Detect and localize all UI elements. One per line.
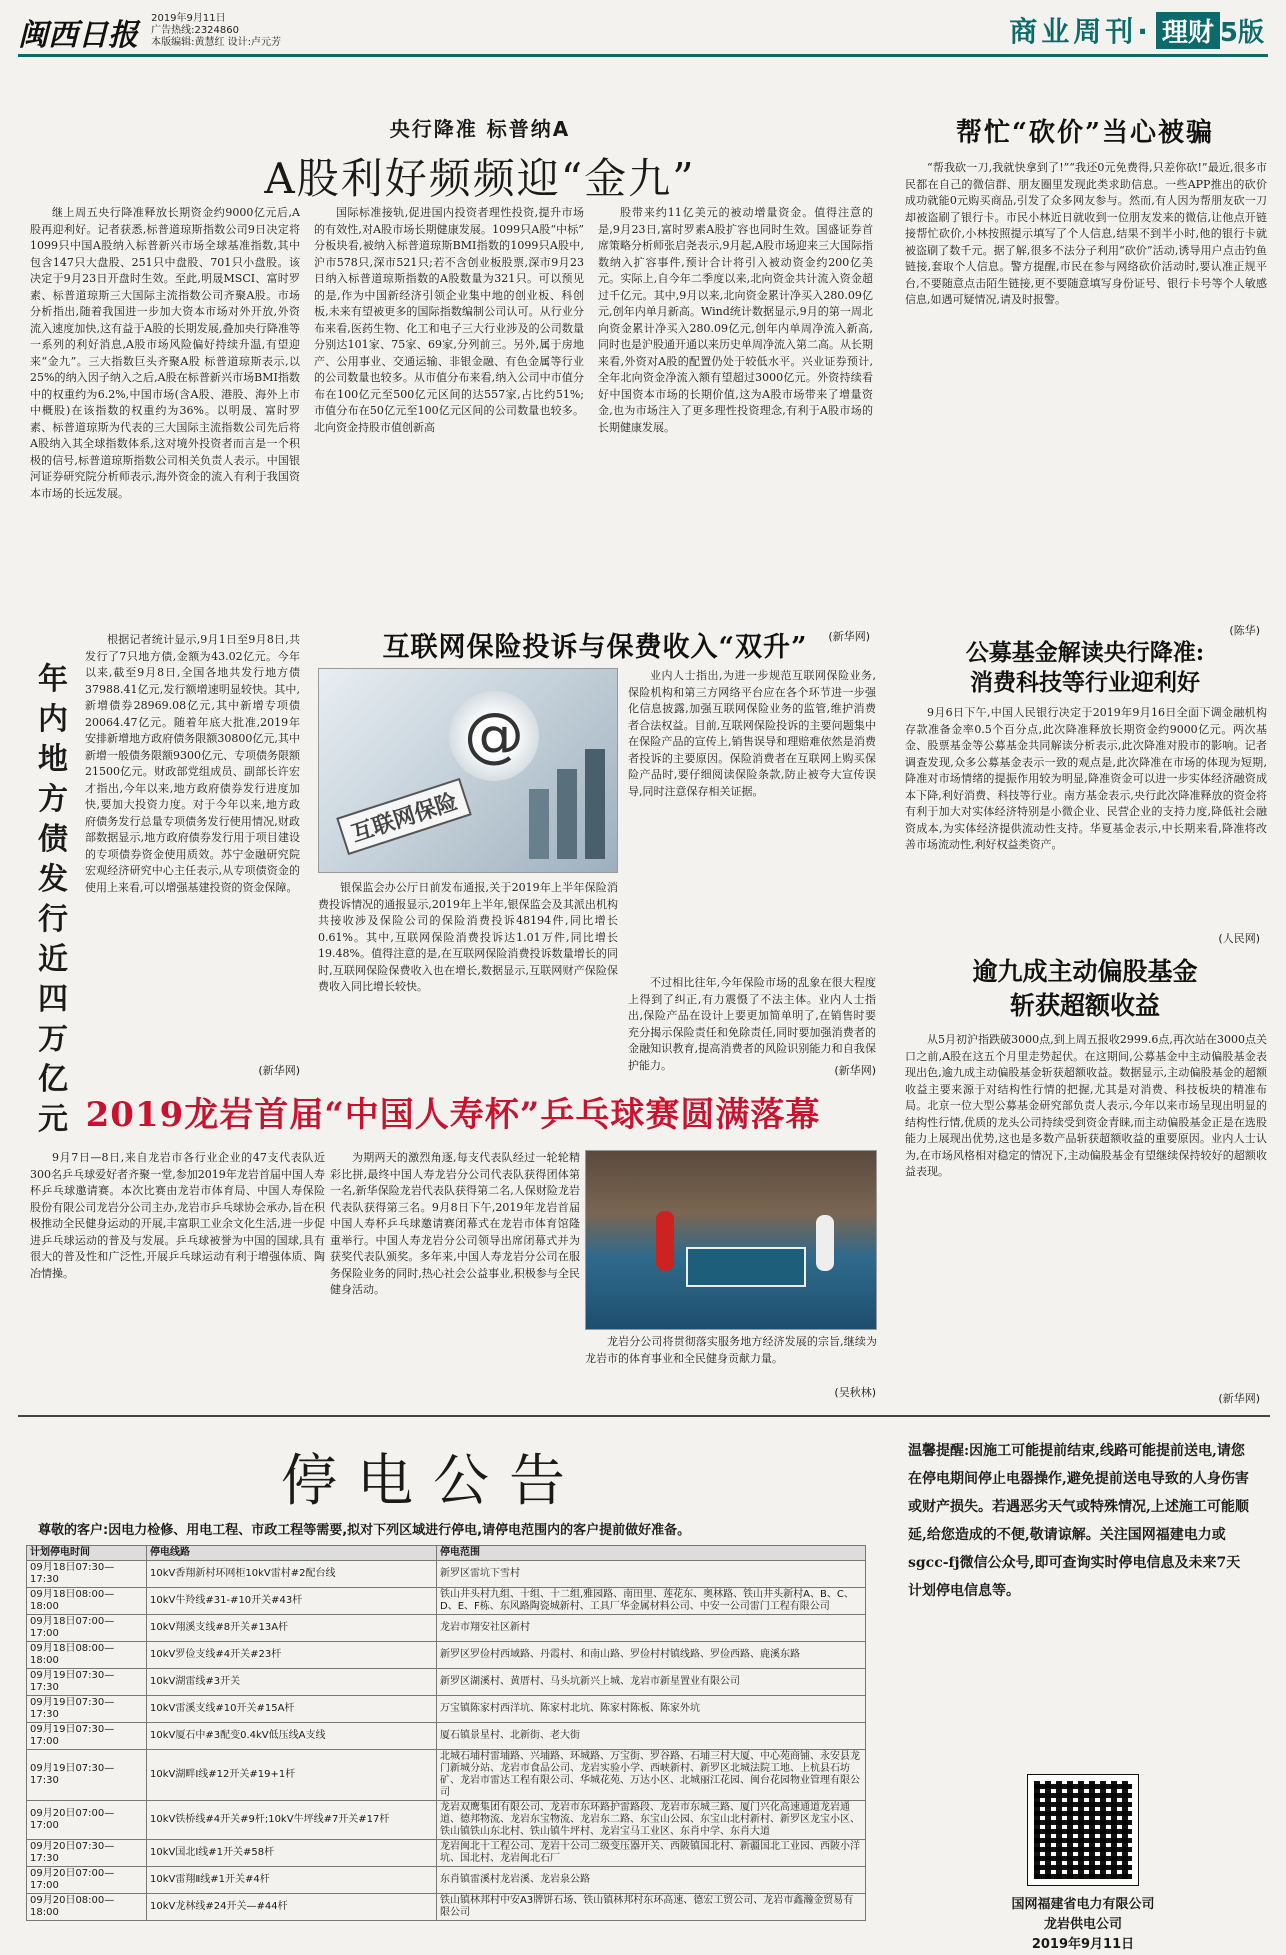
fraud-article: [905, 160, 1267, 620]
outage-line-cell: 10kV香翔新村环网柜10kV雷村#2配台线: [147, 1561, 437, 1588]
table-row: [27, 1750, 866, 1801]
pingpong-headline: 2019龙岩首届“中国人寿杯”乒乓球赛圆满落幕: [85, 1095, 821, 1135]
table-row: [27, 1642, 866, 1669]
main-article-col3: [598, 205, 873, 627]
outage-time-cell: 09月20日07:00—17:00: [27, 1867, 147, 1894]
paper-logo: 闽西日报: [18, 18, 138, 53]
chart-bar-icon: [557, 769, 577, 859]
outage-area-cell: 龙岩闽北十工程公司、龙岩十公司二级变压器开关、西陂镇国北村、新疆国北工业园、西陂小洋坑、国北村、龙岩闽北石厂: [437, 1840, 866, 1867]
ad-hotline: 广告热线:2324860: [151, 25, 239, 36]
outage-line-cell: 10kV雷溪支线#10开关#15A杆: [147, 1696, 437, 1723]
outage-time-cell: 09月19日07:30—17:00: [27, 1723, 147, 1750]
main-col1-text: 继上周五央行降准释放长期资金约9000亿元后,A股再迎利好。记者获悉,标普道琼斯指数公司9日决定将1099只中国A股纳入标普新兴市场全球基准指数,其中包含147只大盘股、251只中盘股、701只小盘股。该决定于9月23日开盘时生效。至此,明晟MSCI、富时罗素、标普道琼斯三大国际主流指数公司齐聚A股。市场分析指出,随着我国进一步加大资本市场对外开放,外资流入速度加快,这有益于A股的长期发展,叠加央行降准等一系列的利好消息,A股市场风险偏好持续升温,有望迎来“金九”。三大指数巨头齐聚A股 标普道琼斯表示,以25%的纳入因子纳入之后,A股在标普新兴市场BMI指数中的权重约为6.2%,中国市场(含A股、港股、海外上市中概股)在该指数的权重约为36%。以明晟、富时罗素、标普道琼斯为代表的三大国际主流指数公司先后将A股纳入其全球指数体系,这对境外投资者而言是一个积极的信号,标普道琼斯指数公司相关负责人表示。中国银河证券研究院分析师表示,海外资金的流入有利于我国资本市场的长远发展。: [30, 206, 300, 500]
power-outage-notice: [18, 1415, 1270, 1952]
section-banner: [764, 10, 1264, 48]
outage-area-cell: 龙岩双鹰集团有限公司、龙岩市东环路护雷路段、龙岩市东城三路、厦门兴化高速通道龙岩通道、德邦物流、龙岩东宝物流、龙岩东二路、东宝山公园、东宝山北村新村、新罗区龙宝小区、铁山镇铁山东北村、铁山镇牛坪村、龙岩宝马工业区、东肖中学、东肖大道: [437, 1801, 866, 1840]
outage-area-cell: 铁山井头村九组、十组、十二组,雅园路、南田里、莲花东、奥林路、铁山井头新村A、B、C、D、E、F栋、东风路陶瓷城新村、工具厂华金属材料公司、中安一公司雷门工程有限公司: [437, 1588, 866, 1615]
insurance-photo: [318, 668, 618, 873]
col-header-time: 计划停电时间: [27, 1546, 147, 1561]
header-rule: [18, 54, 1268, 57]
outage-time-cell: 09月18日07:30—17:30: [27, 1561, 147, 1588]
notice-title: 停电公告: [281, 1449, 585, 1514]
outage-area-cell: 厦石镇景星村、北新街、老大街: [437, 1723, 866, 1750]
main-kicker: 央行降准 标普纳A: [389, 117, 571, 141]
debt-article: [85, 632, 300, 1062]
outage-line-cell: 10kV湖雷线#3开关: [147, 1669, 437, 1696]
outage-line-cell: 10kV铁桥线#4开关#9杆;10kV牛坪线#7开关#17杆: [147, 1801, 437, 1840]
outage-line-cell: 10kV罗俭支线#4开关#23杆: [147, 1642, 437, 1669]
main-col2-text: 国际标准接轨,促进国内投资者理性投资,提升市场的有效性,对A股市场长期健康发展。1099只A股“中标” 分板块看,被纳入标普道琼斯BMI指数的1099只A股中,沪市578只,深市521只;若不含创业板股票,深市9月23日纳入标普道琼斯指数的A股数量为321只。可以预见的是,作为中国新经济引领企业集中地的创业板、科创板,未来有望被更多的国际指数编制公司认可。从行业分布来看,医药生物、化工和电子三大行业涉及的公司数量分别达101家、75家、69家,分列前三。另外,属于房地产、公用事业、交通运输、非银金融、有色金属等行业的公司数量也较多。从市值分布来看,纳入公司中市值分布在100亿元至500亿元区间的达557家,占比约51%;市值分布在50亿元至100亿元区间的公司数量也较多。北向资金持股市值创新高: [314, 206, 584, 434]
debt-byline: (新华网): [258, 1064, 300, 1077]
table-row: [27, 1615, 866, 1642]
outage-time-cell: 09月20日07:30—17:30: [27, 1840, 147, 1867]
pingpong-headline-box: [18, 1085, 888, 1145]
masthead-meta: [151, 10, 281, 49]
outage-area-cell: 新罗区雷坑下雪村: [437, 1561, 866, 1588]
table-row: [27, 1801, 866, 1840]
fraud-byline: (陈华): [1229, 624, 1260, 637]
table-row: [27, 1588, 866, 1615]
outage-time-cell: 09月18日07:00—17:00: [27, 1615, 147, 1642]
table-row: [27, 1669, 866, 1696]
fund1-byline: (人民网): [1218, 932, 1260, 945]
fund1-article: [905, 705, 1267, 930]
debt-text: 根据记者统计显示,9月1日至9月8日,共发行了7只地方债,金额为43.02亿元。今年以来,截至9月8日,全国各地共发行地方债37988.41亿元,发行额增速明显较快。其中,新增债券28969.08亿元,其中新增专项债20064.47亿元。随着年底大批准,2019年安排新增地方政府债务限额30800亿元,其中新增一般债务限额9300亿元、专项债务限额21500亿元。财政部党组成员、副部长许宏才指出,今年以来,地方政府债券发行进度加快,要加大投资力度。对于今年以来,地方政府债务发行总量专项债务发行使用情况,财政部数据显示,地方政府债券发行用于项目建设的专项债券资金使用质效。苏宁金融研究院宏观经济研究中心主任表示,从专项债资金的使用上来看,可以增强基建投资的资金保障。: [85, 633, 300, 894]
pingpong-byline: (吴秋林): [834, 1386, 876, 1399]
outage-area-cell: 北城石埔村雷埔路、兴埔路、环城路、万宝街、罗谷路、石埔三村大厦、中心苑商铺、永安县龙门新城分站、龙岩市食品公司、龙岩实验小学、西峡新村、新罗区北城法院工地、上杭县石坊矿、龙岩市雷达工程有限公司、华城花苑、万达小区、北城丽江花园、闽台花园物业管理有限公司: [437, 1750, 866, 1801]
fund2-text: 从5月初沪指跌破3000点,到上周五报收2999.6点,再次站在3000点关口之前,A股在这五个月里走势起伏。在这期间,公募基金中主动偏股基金表现出色,逾九成主动偏股基金斩获超额收益。数据显示,主动偏股基金的超额收益主要来源于对结构性行情的把握,尤其是对消费、科技板块的精准布局。北京一位大型公募基金研究部负责人表示,今年以来市场呈现出明显的结构性行情,优质的龙头公司持续受到资金青睐,而主动偏股基金正是在选股能力上展现出优势,这也是多数产品斩获超额收益的重要原因。业内人士认为,在市场风格相对稳定的情况下,主动偏股基金有望继续保持较好的超额收益表现。: [905, 1033, 1267, 1178]
main-col3-text: 股带来约11亿美元的被动增量资金。值得注意的是,9月23日,富时罗素A股扩容也同时生效。国盛证券首席策略分析师张启尧表示,9月起,A股市场迎来三大国际指数纳入扩容事件,预计合计将引入被动资金约200亿美元。实际上,自今年二季度以来,北向资金共计流入资金超过千亿元。其中,9月以来,北向资金累计净买入280.09亿元,创年内单月新高。Wind统计数据显示,9月的第一周北向资金累计净买入280.09亿元,创年内单周净流入新高,同时也是沪股通开通以来历史单周净流入第二高。从长期来看,外资对A股的配置仍处于较低水平。兴业证券预计,全年北向资金净流入额有望超过3000亿元。外资持续看好中国资本市场的长期价值,这为A股市场带来了增量资金,也为市场注入了更多理性投资理念,有利于A股市场的长期健康发展。: [598, 206, 873, 434]
photo-caption-text: 互联网保险: [336, 778, 472, 855]
player-icon: [816, 1215, 834, 1271]
fund2-title-line1: 逾九成主动偏股基金: [972, 957, 1198, 986]
notice-org: [913, 1895, 1253, 1955]
fund1-title-line1: 公募基金解读央行降准:: [965, 639, 1205, 666]
outage-line-cell: 10kV牛羚线#31-#10开关#43杆: [147, 1588, 437, 1615]
outage-time-cell: 09月19日07:30—17:30: [27, 1669, 147, 1696]
section-dot: ·: [1137, 15, 1152, 48]
table-row: [27, 1723, 866, 1750]
outage-table: [26, 1545, 866, 1921]
fraud-title: 帮忙“砍价”当心被骗: [956, 118, 1214, 148]
fund1-text: 9月6日下午,中国人民银行决定于2019年9月16日全面下调金融机构存款准备金率0.5个百分点,此次降准释放长期资金约9000亿元。两次基金、股票基金等公募基金共同解读分析表示,此次降准对股市的影响。记者调查发现,众多公募基金表示一致的观点是,此次降准在市场的体现为短期,降准对市场情绪的提振作用较为明显,降准资金可以进一步实体经济融资成本下降,利好消费、科技等行业。南方基金表示,央行此次降准释放的资金将有利于加大对实体经济特别是小微企业、民营企业的支持力度,降低社会融资成本,为实体经济提供流动性支持。华夏基金表示,中长期来看,降准将改善市场流动性,利好权益类资产。: [905, 706, 1267, 851]
main-article-col1: [30, 205, 300, 645]
outage-time-cell: 09月19日07:30—17:30: [27, 1750, 147, 1801]
main-headline: A股利好频频迎“金九”: [264, 154, 696, 203]
org-name-1: 国网福建省电力有限公司: [1011, 1897, 1155, 1912]
pingpong-table-icon: [686, 1247, 806, 1287]
outage-time-cell: 09月20日07:00—17:00: [27, 1801, 147, 1840]
insurance-article-col1: [628, 668, 876, 968]
insurance-article-col2: [318, 880, 618, 1075]
fund2-title: [900, 955, 1270, 1023]
insurance-col2-text: 银保监会办公厅日前发布通报,关于2019年上半年保险消费投诉情况的通报显示,2019年上半年,银保监会及其派出机构共接收涉及保险公司的保险消费投诉48194件,同比增长0.61%。其中,互联网保险消费投诉达1.01万件,同比增长19.48%。值得注意的是,在互联网保险消费投诉数量增长的同时,互联网保险保费收入也在增长,数据显示,互联网财产保险保费收入同比增长较快。: [318, 881, 618, 993]
outage-table-wrap: [26, 1545, 866, 1921]
chart-bar-icon: [585, 749, 605, 859]
table-row: [27, 1840, 866, 1867]
notice-date: 2019年9月11日: [1031, 1937, 1135, 1952]
outage-line-cell: 10kV厦石中#3配变0.4kV低压线A支线: [147, 1723, 437, 1750]
outage-area-cell: 龙岩市翔安社区新村: [437, 1615, 866, 1642]
outage-area-cell: 铁山镇林邦村中安A3牌饼石场、铁山镇林邦村东环高速、德宏工贸公司、龙岩市鑫瀚金贸易有限公司: [437, 1894, 866, 1921]
editor-credit: 本版编辑:黄慧红: [151, 37, 225, 48]
outage-area-cell: 万宝镇陈家村西洋坑、陈家村北坑、陈家村陈板、陈家外坑: [437, 1696, 866, 1723]
fund2-byline: (新华网): [1218, 1392, 1260, 1405]
pingpong-col2-text: 为期两天的激烈角逐,每支代表队经过一轮轮精彩比拼,最终中国人寿龙岩分公司代表队获得团体第一名,新华保险龙岩代表队获得第二名,人保财险龙岩代表队获得第三名。9月8日下午,2019年龙岩首届中国人寿杯乒乓球邀请赛闭幕式在龙岩市体育馆隆重举行。中国人寿龙岩分公司领导出席闭幕式并为获奖代表队颁奖。多年来,中国人寿龙岩分公司在服务保险业务的同时,热心社会公益事业,积极参与全民健身活动。: [330, 1151, 580, 1296]
main-article-col2: [314, 205, 584, 645]
outage-line-cell: 10kV龙林线#24开关—#44杆: [147, 1894, 437, 1921]
outage-time-cell: 09月19日07:30—17:30: [27, 1696, 147, 1723]
main-byline: (新华网): [828, 630, 870, 643]
col-header-area: 停电范围: [437, 1546, 866, 1561]
org-name-2: 龙岩供电公司: [1043, 1917, 1122, 1932]
pingpong-article-col3: [585, 1334, 877, 1384]
pingpong-col1-text: 9月7日—8日,来自龙岩市各行业企业的47支代表队近300名乒乓球爱好者齐聚一堂,参加2019年龙岩首届中国人寿杯乒乓球邀请赛。本次比赛由龙岩市体育局、中国人寿保险股份有限公司龙岩分公司主办,龙岩市乒乓球协会承办,旨在积极推动全民健身运动的开展,丰富职工业余文化生活,进一步促进乒乓球运动的普及与发展。乒乓球被誉为中国的国球,具有很大的普及性和广泛性,开展乒乓球运动有利于增强体质、陶冶情操。: [30, 1151, 325, 1280]
pingpong-photo: [585, 1150, 877, 1330]
fund2-article: [905, 1032, 1267, 1397]
outage-line-cell: 10kV湖畔Ⅰ线#12开关#19+1杆: [147, 1750, 437, 1801]
at-sign-icon: @: [449, 691, 539, 781]
insurance-byline: (新华网): [834, 1064, 876, 1077]
table-row: [27, 1561, 866, 1588]
player-icon: [656, 1211, 674, 1271]
fund2-title-line2: 斩获超额收益: [1009, 991, 1160, 1020]
pingpong-col3-text: 龙岩分公司将贯彻落实服务地方经济发展的宗旨,继续为龙岩市的体育事业和全民健身贡献力量。: [585, 1335, 877, 1365]
table-row: [27, 1894, 866, 1921]
designer-credit: 设计:卢元芳: [227, 37, 282, 48]
pingpong-article-col2: [330, 1150, 580, 1395]
fund1-title-line2: 消费科技等行业迎利好: [970, 669, 1200, 696]
page-number: 5版: [1219, 18, 1264, 48]
outage-time-cell: 09月18日08:00—18:00: [27, 1588, 147, 1615]
qr-code-icon[interactable]: [1028, 1775, 1138, 1885]
table-row: [27, 1867, 866, 1894]
outage-line-cell: 10kV雷翔Ⅱ线#1开关#4杆: [147, 1867, 437, 1894]
outage-area-cell: 新罗区湖溪村、黄厝村、马头坑新兴上城、龙岩市新星置业有限公司: [437, 1669, 866, 1696]
outage-time-cell: 09月18日08:00—18:00: [27, 1642, 147, 1669]
insurance-col1-text: 业内人士指出,为进一步规范互联网保险业务,保险机构和第三方网络平台应在各个环节进一步强化信息披露,加强互联网保险业务的监管,维护消费者合法权益。目前,互联网保险投诉的主要问题集中在保险产品的宣传上,销售误导和理赔难依然是消费者投诉的主要原因。保险消费者在互联网上购买保险产品时,要仔细阅读保险条款,防止被夸大宣传误导,同时注意保存相关证据。: [628, 669, 876, 798]
table-row: [27, 1696, 866, 1723]
outage-line-cell: 10kV翔溪支线#8开关#13A杆: [147, 1615, 437, 1642]
issue-date: 2019年9月11日: [151, 13, 226, 24]
col-header-line: 停电线路: [147, 1546, 437, 1561]
chart-bar-icon: [529, 789, 549, 859]
insurance-col3-text: 不过相比往年,今年保险市场的乱象在很大程度上得到了纠正,有力震慑了不法主体。业内人士指出,保险产品在设计上要更加简单明了,在销售时要充分揭示保险责任和免除责任,同时要加强消费者的金融知识教育,提高消费者的风险识别能力和自我保护能力。: [628, 976, 876, 1072]
outage-time-cell: 09月20日08:00—18:00: [27, 1894, 147, 1921]
fund1-title: [900, 638, 1270, 698]
masthead: [18, 10, 578, 53]
debt-vertical-title: 年内地方债发行近四万亿元: [38, 662, 68, 1137]
outage-area-cell: 新罗区罗俭村西域路、丹霞村、和南山路、罗俭村村镇线路、罗俭西路、鹿溪东路: [437, 1642, 866, 1669]
section-name: 商业周刊: [1009, 15, 1138, 48]
pingpong-article-col1: [30, 1150, 325, 1395]
notice-intro: 尊敬的客户:因电力检修、用电工程、市政工程等需要,拟对下列区域进行停电,请停电范围内的客户提前做好准备。: [38, 1523, 691, 1538]
notice-tip: 温馨提醒:因施工可能提前结束,线路可能提前送电,请您在停电期间停止电器操作,避免提前送电导致的人身伤害或财产损失。若遇恶劣天气或特殊情况,上述施工可能顺延,给您造成的不便,敬请谅解。关注国网福建电力或sgcc-fj微信公众号,即可查询实时停电信息及未来7天计划停电信息等。: [908, 1443, 1249, 1599]
column-name: 理财: [1156, 12, 1220, 49]
outage-area-cell: 东肖镇雷溪村龙岩溪、龙岩泉公路: [437, 1867, 866, 1894]
outage-line-cell: 10kV国北Ⅰ线#1开关#58杆: [147, 1840, 437, 1867]
fraud-text: “帮我砍一刀,我就快拿到了!”“我还0元免费得,只差你砍!”最近,很多市民都在自己的微信群、朋友圈里发现此类求助信息。一些APP推出的砍价成功就能0元购买商品,引发了众多网友参与。然而,有人因为帮朋友砍一刀却被盗刷了银行卡。市民小林近日就收到一位朋友发来的微信,让他点开链接帮忙砍价,小林按照提示填写了个人信息,结果不到半小时,他的银行卡就被盗刷了数千元。据了解,很多不法分子利用“砍价”活动,诱导用户点击钓鱼链接,套取个人信息。警方提醒,市民在参与网络砍价活动时,要认准正规平台,不要随意点击陌生链接,更不要随意填写身份证号、银行卡号等个人敏感信息,如遇可疑情况,请及时报警。: [905, 161, 1267, 306]
insurance-title: 互联网保险投诉与保费收入“双升”: [382, 632, 808, 663]
